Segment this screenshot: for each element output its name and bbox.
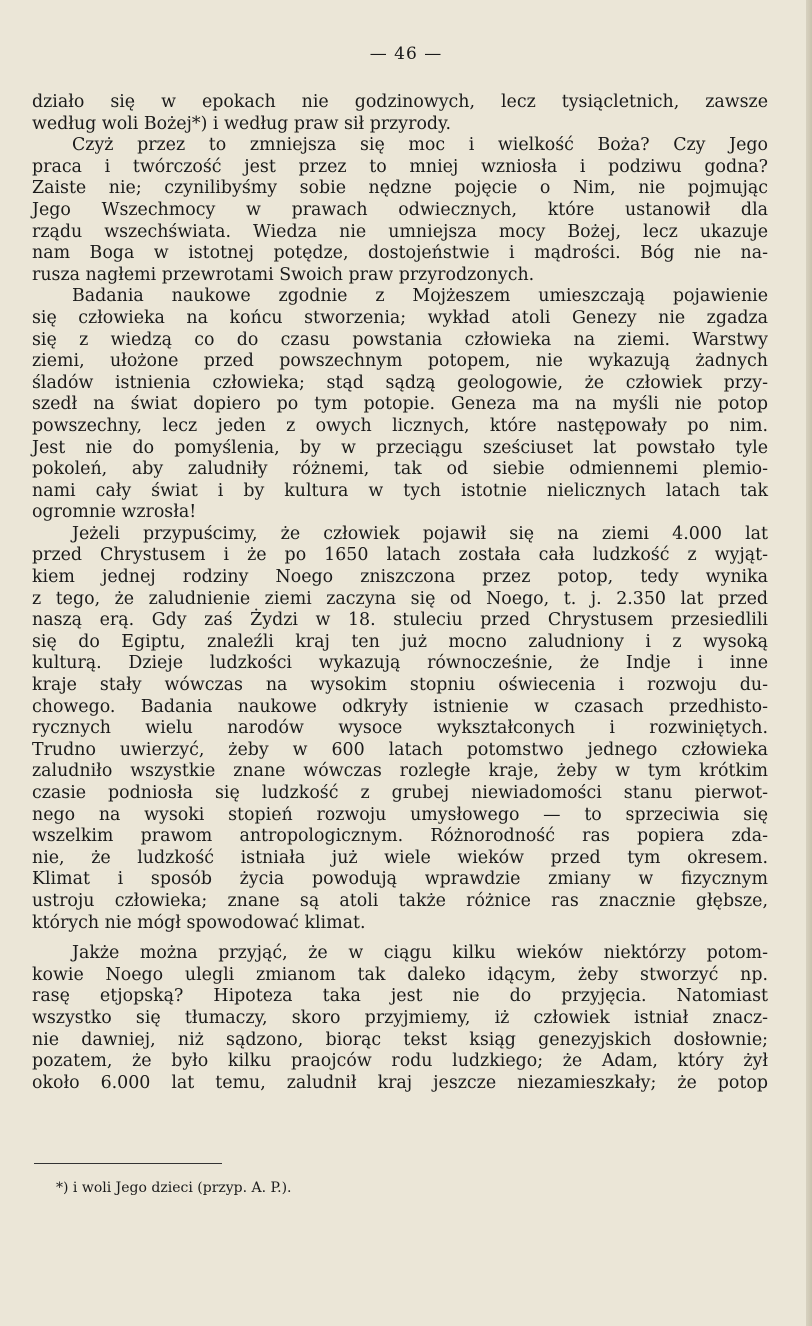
text-line: kowie Noego ulegli zmianom tak daleko idącym, żeby stworzyć np. xyxy=(32,964,768,985)
text-line: Trudno uwierzyć, żeby w 600 latach potomstwo jednego człowieka xyxy=(32,739,768,760)
text-line: czasie podniosła się ludzkość z grubej niewiadomości stanu pierwot- xyxy=(32,783,768,803)
text-line: około 6.000 lat temu, zaludnił kraj jeszcze niezamieszkały; że potop xyxy=(32,1072,768,1093)
text-line: Klimat i sposób życia powodują wprawdzie zmiany w fizycznym xyxy=(32,869,768,890)
text-line: praca i twórczość jest przez to mniej wzniosła i podziwu godna? xyxy=(32,156,768,177)
text-line: nie dawniej, niż sądzono, biorąc tekst ksiąg genezyjskich dosłownie; xyxy=(32,1029,768,1050)
text-line: szedł na świat dopiero po tym potopie. Geneza ma na myśli nie potop xyxy=(32,394,768,415)
text-line: ustroju człowieka; znane są atoli także różnice ras znacznie głębsze, xyxy=(32,890,768,911)
text-line: kraje stały wówczas na wysokim stopniu oświecenia i rozwoju du- xyxy=(32,675,768,696)
text-line: pozatem, że było kilku praojców rodu ludzkiego; że Adam, który żył xyxy=(32,1051,768,1072)
text-line: nego na wysoki stopień rozwoju umysłowego — to sprzeciwia się xyxy=(32,804,768,825)
text-line: wszystko się tłumaczy, skoro przyjmiemy, iż człowiek istniał znacz- xyxy=(32,1007,768,1028)
text-line: z tego, że zaludnienie ziemi zaczyna się od Noego, t. j. 2.350 lat przed xyxy=(32,588,768,609)
text-line: nie, że ludzkość istniała już wiele wieków przed tym okresem. xyxy=(32,847,768,868)
text-line: wszelkim prawom antropologicznym. Różnorodność ras popiera zda- xyxy=(32,826,768,847)
text-line: działo się w epokach nie godzinowych, lecz tysiącletnich, zawsze xyxy=(32,92,768,112)
text-line: nam Boga w istotnej potędze, dostojeństwie i mądrości. Bóg nie na- xyxy=(32,243,768,264)
text-line: chowego. Badania naukowe odkryły istnienie w czasach przedhisto- xyxy=(32,696,768,717)
footnote-rule xyxy=(34,1163,222,1164)
text-line: się do Egiptu, znaleźli kraj ten już mocno zaludniony i z wysoką xyxy=(32,631,768,652)
text-line: według woli Bożej*) i według praw sił przyrody. xyxy=(32,113,452,134)
text-line: ziemi, ułożone przed powszechnym potopem, nie wykazują żadnych xyxy=(32,351,768,372)
text-line: naszą erą. Gdy zaś Żydzi w 18. stuleciu przed Chrystusem przesiedlili xyxy=(32,610,768,631)
text-line: Jeżeli przypuścimy, że człowiek pojawił się na ziemi 4.000 lat xyxy=(72,523,768,544)
text-line: których nie mógł spowodować klimat. xyxy=(32,912,366,933)
text-line: rycznych wielu narodów wysoce wykształconych i rozwiniętych. xyxy=(32,718,768,739)
text-line: rządu wszechświata. Wiedza nie umniejsza mocy Bożej, lecz ukazuje xyxy=(32,221,768,242)
text-line: się z wiedzą co do czasu powstania człowieka na ziemi. Warstwy xyxy=(32,329,768,350)
text-line: się człowieka na końcu stworzenia; wykład atoli Genezy nie zgadza xyxy=(32,307,768,328)
text-line: śladów istnienia człowieka; stąd sądzą geologowie, że człowiek przy- xyxy=(32,372,768,393)
text-line: ogromnie wzrosła! xyxy=(32,502,197,523)
text-line: rusza nagłemi przewrotami Swoich praw przyrodzonych. xyxy=(32,264,535,285)
text-line: Jakże można przyjąć, że w ciągu kilku wieków niektórzy potom- xyxy=(72,943,768,964)
text-line: kiem jednej rodziny Noego zniszczona przez potop, tedy wynika xyxy=(32,567,768,588)
text-line: powszechny, lecz jeden z owych licznych, które następowały po nim. xyxy=(32,415,768,436)
page-number: — 46 — xyxy=(369,44,443,64)
paragraph-gap xyxy=(32,934,768,943)
text-line: zaludniło wszystkie znane wówczas rozległe kraje, żeby w tym krótkim xyxy=(32,761,768,782)
text-line: kulturą. Dzieje ludzkości wykazują równocześnie, że Indje i inne xyxy=(32,653,768,674)
page-edge xyxy=(806,0,812,1326)
body-text xyxy=(32,92,768,1094)
text-line: Badania naukowe zgodnie z Mojżeszem umieszczają pojawienie xyxy=(72,286,768,307)
footnote: *) i woli Jego dzieci (przyp. A. P.). xyxy=(56,1180,292,1196)
text-line: przed Chrystusem i że po 1650 latach została cała ludzkość z wyjąt- xyxy=(32,545,768,566)
text-line: Czyż przez to zmniejsza się moc i wielkość Boża? Czy Jego xyxy=(72,135,768,156)
text-line: pokoleń, aby zaludniły różnemi, tak od siebie odmiennemi plemio- xyxy=(32,459,768,480)
text-line: Jest nie do pomyślenia, by w przeciągu sześciuset lat powstało tyle xyxy=(32,437,768,458)
text-line: Jego Wszechmocy w prawach odwiecznych, które ustanowił dla xyxy=(32,199,768,220)
text-line: nami cały świat i by kultura w tych istotnie nielicznych latach tak xyxy=(32,480,768,501)
text-line: rasę etjopską? Hipoteza taka jest nie do przyjęcia. Natomiast xyxy=(32,986,768,1007)
text-line: Zaiste nie; czynilibyśmy sobie nędzne pojęcie o Nim, nie pojmując xyxy=(32,178,768,199)
